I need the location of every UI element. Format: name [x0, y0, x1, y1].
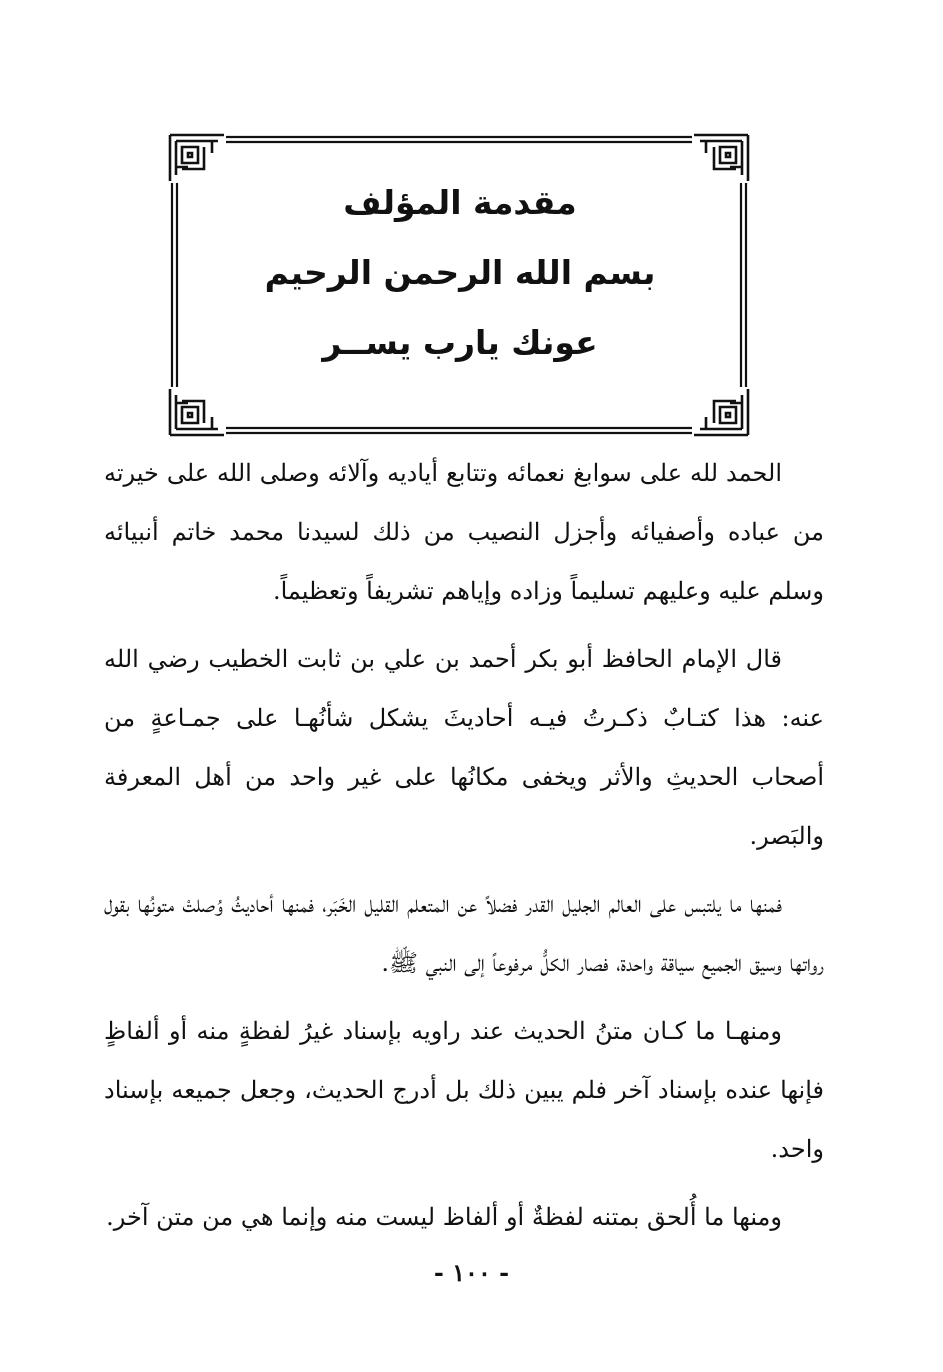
body-text	[104, 444, 824, 1256]
invocation-line: عونك يارب يســر	[322, 323, 598, 362]
paragraph-5: ومنها ما أُلحق بمتنه لفظةٌ أو ألفاظ ليست منه وإنما هي من متن آخر.	[106, 1203, 782, 1231]
paragraph-4: ومنهـا ما كـان متنُ الحديث عند راويه بإسناد غيرُ لفظةٍ منه أو ألفاظٍ فإنها عنده بإسناد آخر فلم يبين ذلك بل أدرج الحديث، وجعل جميعه بإسناد واحد.	[104, 1017, 824, 1163]
title-block	[190, 168, 730, 378]
paragraph-1: الحمد لله على سوابغ نعمائه وتتابع أياديه وآلائه وصلى الله على خيرته من عباده وأصفيائه وأجزل النصيب من ذلك لسيدنا محمد خاتم أنبيائه وسلم عليه وعليهم تسليماً وزاده وإياهم تشريفاً وتعظيماً.	[104, 459, 824, 605]
paragraph-2: قال الإمام الحافظ أبو بكر أحمد بن علي بن ثابت الخطيب رضي الله عنه: هذا كتـابٌ ذكـرتُ فيـه أحاديثَ يشكل شأنُهـا على جمـاعةٍ من أصحاب الحديثِ والأثر ويخفى مكانُها على غير واحد من أهل المعرفة والبَصر.	[104, 645, 825, 850]
paragraph-3: فمنها ما يلتبس على العالم الجليل القدر فضلاً عن المتعلم القليل الخَبَر، فمنها أحاديثُ وُصلتْ متونُها بقول رواتها وسيق الجميع سياقة واحدة، فصار الكلُّ مرفوعاً إلى النبي ﷺ.	[104, 890, 824, 977]
chapter-title: مقدمة المؤلف	[343, 183, 577, 222]
page-number: - ١٠٠ -	[433, 1258, 510, 1287]
basmala: بسم الله الرحمن الرحيم	[264, 253, 656, 292]
